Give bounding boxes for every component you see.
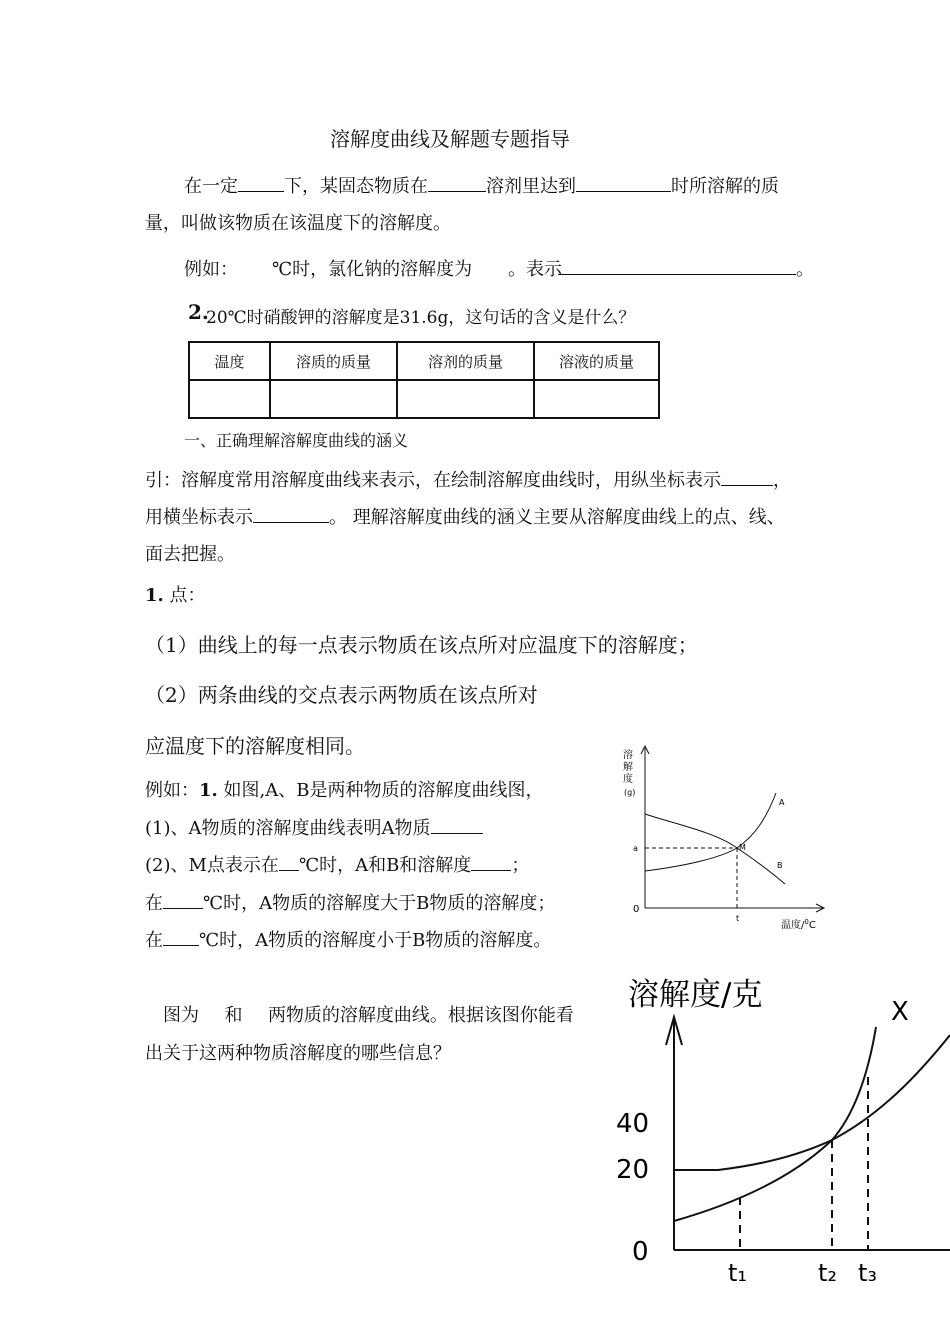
example-1-meaning-line — [558, 255, 814, 281]
table-cell-temperature[interactable] — [189, 380, 270, 418]
point-heading-text: 点： — [169, 585, 206, 606]
question-2-number: 2. — [188, 300, 209, 324]
fig1-t-tick: t — [736, 914, 740, 923]
point-rule-2-cont: 应温度下的溶解度相同。 — [145, 734, 365, 758]
example-2-q2-text-1: (2)、M点表示在 — [145, 855, 279, 876]
fig1-label-b: B — [777, 861, 783, 870]
definition-text-4: 时所溶解的质 — [671, 176, 779, 197]
blank-a-trend[interactable] — [431, 815, 483, 834]
page-title: 溶解度曲线及解题专题指导 — [330, 127, 570, 151]
definition-text-3: 溶剂里达到 — [486, 176, 576, 197]
fig1-xlabel-deg: 0 — [804, 918, 809, 926]
example-1-period: 。 — [796, 259, 814, 280]
example-2-q3 — [145, 889, 555, 915]
fig1-ylabel-2: 解 — [623, 762, 633, 773]
blank-m-temp[interactable] — [279, 852, 299, 871]
fig2-curve-y — [674, 1035, 950, 1170]
point-rule-2: （2）两条曲线的交点表示两物质在该点所对 — [145, 683, 538, 707]
solubility-figure-ab — [615, 740, 845, 940]
point-rule-1: （1）曲线上的每一点表示物质在该点所对应温度下的溶解度； — [145, 633, 698, 657]
question-3-line-2: 出关于这两种物质溶解度的哪些信息？ — [145, 1043, 451, 1064]
fig1-ylabel-3: 度 — [623, 774, 633, 785]
point-heading-number: 1. — [145, 585, 164, 606]
fig1-xlabel-c: C — [808, 920, 816, 931]
fig1-ylabel-4: (g) — [624, 788, 636, 797]
definition-text-2: 下，某固态物质在 — [284, 176, 428, 197]
fig2-xtick-t2: t₂ — [818, 1259, 838, 1287]
table-cell-solute-mass[interactable] — [270, 380, 397, 418]
definition-line-1 — [184, 172, 779, 198]
example-2-label: 例如： — [145, 780, 199, 801]
example-2-q1-text: (1)、A物质的溶解度曲线表明A物质 — [145, 818, 431, 839]
example-2-q2 — [145, 851, 529, 877]
example-2-text: 如图,A、B是两种物质的溶解度曲线图， — [223, 780, 544, 801]
table-header-solvent-mass: 溶剂的质量 — [397, 342, 534, 380]
blank-condition[interactable] — [238, 173, 284, 192]
example-2-q3-text-1: 在 — [145, 893, 163, 914]
intro-line-1 — [145, 466, 791, 492]
table-header-solution-mass: 溶液的质量 — [534, 342, 659, 380]
example-1-text: ℃时，氯化钠的溶解度为 — [272, 259, 473, 280]
example-2-q4-text-1: 在 — [145, 930, 163, 951]
solubility-figure-xy — [600, 965, 950, 1344]
example-2-q1 — [145, 814, 483, 840]
example-2-q4 — [145, 926, 551, 952]
question-3-text-1: 图为 — [163, 1005, 199, 1026]
example-2-q2-text-3: ； — [511, 855, 530, 876]
fig1-a-tick: a — [633, 844, 638, 853]
fig2-label-x: X — [891, 997, 909, 1027]
section-heading-1: 一、正确理解溶解度曲线的涵义 — [184, 431, 409, 450]
example-1-meaning-label: 。表示 — [508, 259, 562, 280]
kno3-table — [188, 341, 660, 419]
example-2-q2-text-2: ℃时，A和B和溶解度 — [298, 855, 472, 876]
blank-y-axis[interactable] — [721, 467, 773, 486]
fig2-xtick-t1: t₁ — [728, 1259, 748, 1287]
question-3-text-3: 两物质的溶解度曲线。根据该图你能看 — [267, 1005, 574, 1026]
intro-text-2: 用横坐标表示 — [145, 507, 253, 528]
table-cell-solvent-mass[interactable] — [397, 380, 534, 418]
blank-state[interactable] — [576, 173, 671, 192]
example-2-q3-text-2: ℃时，A物质的溶解度大于B物质的溶解度； — [203, 893, 556, 914]
blank-m-solubility[interactable] — [471, 852, 511, 871]
intro-comma: ， — [773, 470, 791, 491]
blank-amount[interactable] — [428, 173, 486, 192]
fig1-ylabel-1: 溶 — [623, 750, 633, 761]
fig1-point-m: M — [739, 843, 746, 852]
question-3-line-1 — [163, 1001, 574, 1027]
table-cell-solution-mass[interactable] — [534, 380, 659, 418]
blank-a-less-temp[interactable] — [163, 927, 199, 946]
definition-line-2: 量，叫做该物质在该温度下的溶解度。 — [145, 213, 451, 234]
intro-line-3: 面去把握。 — [145, 544, 235, 565]
fig1-xlabel-text: 温度/ — [781, 920, 805, 931]
example-2-intro — [145, 776, 543, 802]
intro-text-1: 引：溶解度常用溶解度曲线来表示，在绘制溶解度曲线时，用纵坐标表示 — [145, 470, 721, 491]
table-header-solute-mass: 溶质的质量 — [270, 342, 397, 380]
intro-line-2 — [145, 503, 785, 529]
example-2-number: 1. — [199, 780, 218, 801]
blank-a-greater-temp[interactable] — [163, 890, 203, 909]
fig2-xtick-t3: t₃ — [858, 1259, 878, 1287]
question-2-text: 20℃时硝酸钾的溶解度是31.6g，这句话的含义是什么？ — [206, 308, 636, 328]
fig2-curve-x — [674, 1027, 876, 1221]
fig2-ylabel: 溶解度/克 — [628, 977, 763, 1013]
fig1-origin: 0 — [633, 904, 640, 915]
table-header-temperature: 温度 — [189, 342, 270, 380]
blank-x-axis[interactable] — [253, 504, 329, 523]
point-heading — [145, 581, 206, 607]
fig2-ytick-40: 40 — [616, 1109, 650, 1139]
blank-meaning[interactable] — [558, 256, 796, 275]
question-3-text-2: 和 — [224, 1005, 243, 1026]
fig1-curve-a — [645, 793, 776, 871]
definition-text-1: 在一定 — [184, 176, 238, 197]
fig1-label-a: A — [779, 798, 785, 807]
example-2-q4-text-2: ℃时，A物质的溶解度小于B物质的溶解度。 — [199, 930, 552, 951]
fig2-ytick-0: 0 — [632, 1237, 649, 1267]
intro-text-3: 。 理解溶解度曲线的涵义主要从溶解度曲线上的点、线、 — [329, 507, 785, 528]
example-1-label: 例如： — [184, 259, 238, 280]
fig2-ytick-20: 20 — [616, 1155, 650, 1185]
fig1-xlabel — [781, 918, 816, 931]
fig1-curve-b — [645, 814, 785, 884]
